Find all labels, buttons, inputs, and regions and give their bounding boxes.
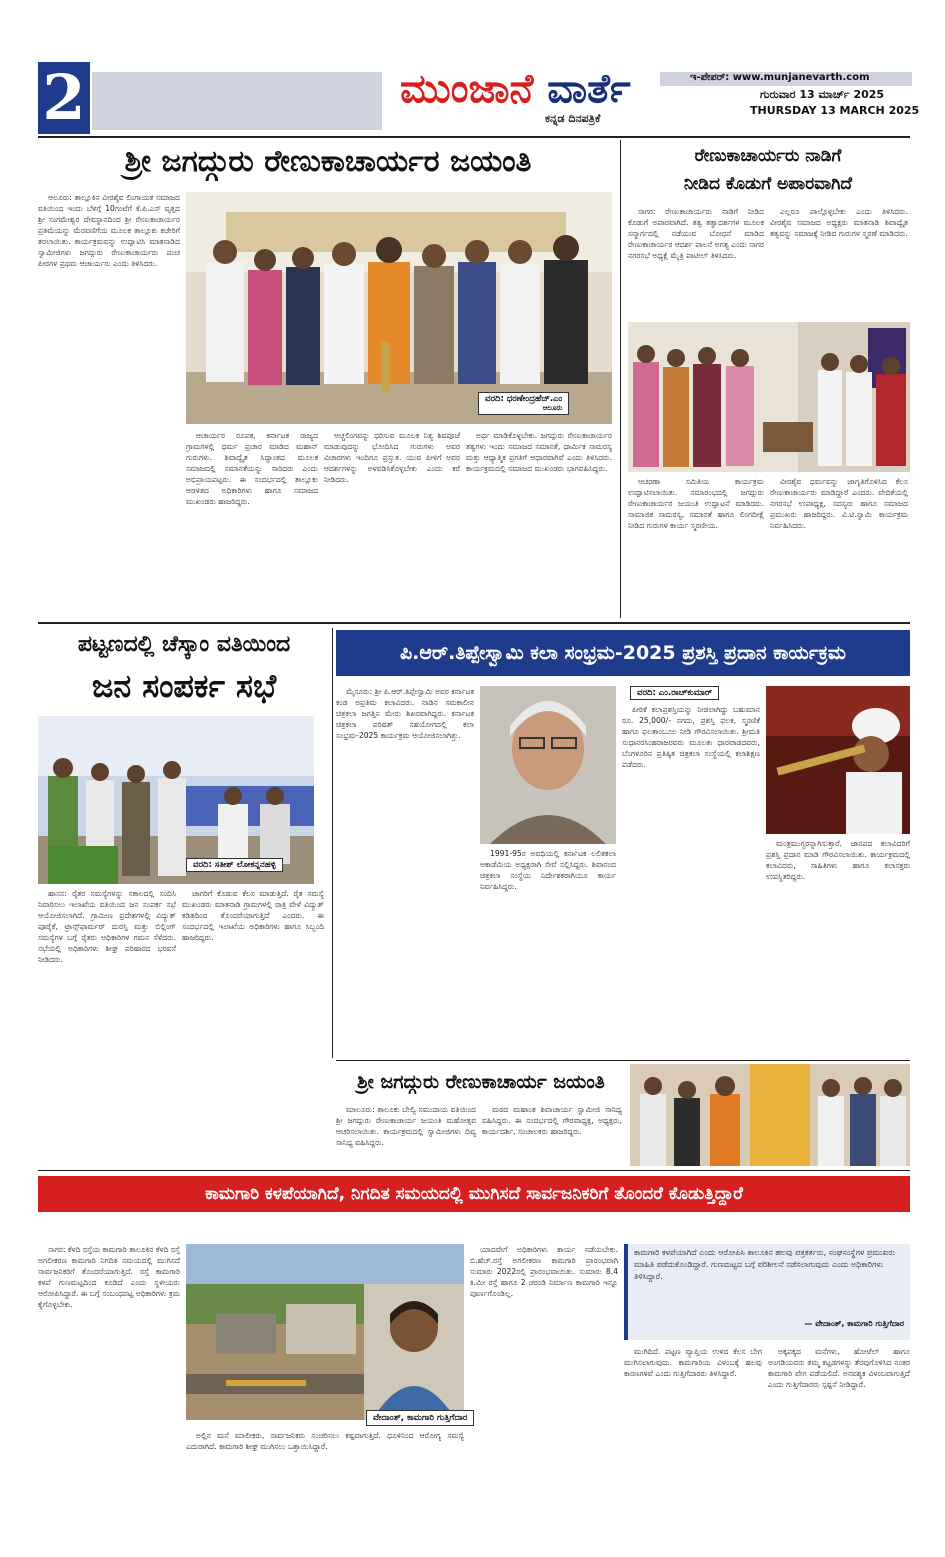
story4-column-4: ಮಂತ್ರಮುಗ್ಧರನ್ನಾಗಿಸುತ್ತಾರೆ. ಜಾನಪದ ಕಲಾವಿದರಿಗೆ ಪ್ರಶಸ್ತಿ ಪ್ರದಾನ ಮಾಡಿ ಗೌರವಿಸಲಾಯಿತು. ಕಾರ್ಯಕ್ರಮದಲ್ಲಿ ಕಲಾವಿದರು, ಸಾಹಿತಿಗಳು ಹಾಗೂ ಕಲಾಸಕ್ತರು ಉಪಸ್ಥಿತರಿದ್ದರು. [766,839,910,881]
story1-credit-place: ಆಲೂರು [542,404,563,412]
story2-column-1: ಸಾಗರ: ರೇಣುಕಾಚಾರ್ಯರು ನಾಡಿಗೆ ನೀಡಿದ ಕೊಡುಗೆ ಅಪಾರವಾಗಿದೆ. ತತ್ವ ತತ್ವಾದರ್ಶಗಳ ಮೂಲಕ ಸನ್ಮಾರ್ಗದಲ್ಲಿ ನಡೆಯುವ ಬೋಧನೆ ಮಾಡಿದ ರೇಣುಕಾಚಾರ್ಯರ ಆದರ್ಶ ಪಾಲನೆ ಅಗತ್ಯ ಎಂದು ಸಾಗರ ನಗರಸಭೆ ಅಧ್ಯಕ್ಷೆ ಮೈತ್ರಿ ಪಾಟೀಲ್ ತಿಳಿಸಿದರು. [628,207,764,260]
story6-quote: ಕಾಮಗಾರಿ ಕಳಪೆಯಾಗಿದೆ ಎಂದು ಆರೋಪಿಸಿ ತಾಲೂಕಿನ ಹಲವು ಪತ್ರಕರ್ತರು, ಸಂಘಸಂಸ್ಥೆಗಳ ಪ್ರಮುಖರು ಮಾಹಿತಿ ಪಡೆದುಕೊಂಡಿದ್ದಾರೆ. ಗುಣಮಟ್ಟದ ಬಗ್ಗೆ ಪರಿಶೀಲನೆ ನಡೆಸಲಾಗುವುದು ಎಂದು ಅಧಿಕಾರಿಗಳು ತಿಳಿಸಿದ್ದಾರೆ. [634,1248,896,1281]
story3-column-2: ಜಾಗರಿಗೆ ಕೊಡುವ ಕೆಲಸ ಮಾಡುತ್ತಿದೆ. ರೈತ ಸಮಸ್ಯೆ ಮುಖಂಡರು ಮಾತನಾಡಿ ಗ್ರಾಮಗಳಲ್ಲಿ ರಾತ್ರಿ ವೇಳೆ ವಿದ್ಯುತ್ ಕಡಿತದಿಂದ ತೊಂದರೆಯಾಗುತ್ತಿದೆ ಎಂದರು. ಈ ಸಂದರ್ಭದಲ್ಲಿ ಇಲಾಖೆಯ ಅಧಿಕಾರಿಗಳು ಹಾಗೂ ಸಿಬ್ಬಂದಿ ಹಾಜರಿದ್ದರು. [182,889,324,942]
epaper-url[interactable]: ಇ-ಪೇಪರ್: www.munjanevarth.com [690,72,870,83]
story2-headline-line1: ರೇಣುಕಾಚಾರ್ಯರು ನಾಡಿಗೆ [694,146,842,166]
story1-column-3: ಆಚ್ಚಲಿಂಗವನ್ನು ಧರಿಸುವ ಮೂಲಕ ನಿತ್ಯ ಶಿವಪೂಜೆ ಮಾಡುವುದನ್ನು ಭೋದಿಸಿದ ಗುರುಗಳು ಅವರ ವಿಚಾರಗಳು ಇಂದಿಗೂ ಪ್ರಸ್ತುತ. ಯುವ ಪೀಳಿಗೆ ಅವರ ಆದರ್ಶಗಳನ್ನು ಅಳವಡಿಸಿಕೊಳ್ಳಬೇಕು ಎಂದು ಕರೆ ನೀಡಿದರು. [324,431,460,484]
page-number: 2 [38,62,90,134]
story1-headline: ಶ್ರೀ ಜಗದ್ಗುರು ರೇಣುಕಾಚಾರ್ಯರ ಜಯಂತಿ [124,144,532,179]
column-divider [332,628,333,1058]
story4-headline: ಪಿ.ಆರ್.ತಿಪ್ಪೇಸ್ವಾಮಿ ಕಲಾ ಸಂಭ್ರಮ-2025 ಪ್ರಶಸ್ತಿ ಪ್ರದಾನ ಕಾರ್ಯಕ್ರಮ [336,630,910,676]
tagline: ಕನ್ನಡ ದಿನಪತ್ರಿಕೆ [545,112,601,125]
story6-contractor-photo [364,1284,464,1420]
section-rule [38,622,910,624]
column-divider [620,140,621,618]
story1-credit-name: ವರದಿ: ಧರಣೇಂದ್ರಹೆಚ್.ಎಂ [485,394,563,404]
date-kannada: ಗುರುವಾರ 13 ಮಾರ್ಚ್ 2025 [760,88,885,101]
section-rule [38,1170,910,1171]
masthead-rule [38,136,910,138]
story2-headline-line2: ನೀಡಿದ ಕೊಡುಗೆ ಅಪಾರವಾಗಿದೆ [683,174,853,194]
story1-column-1: ಆಲೂರು: ತಾಲ್ಲೂಕಿನ ವೀರಶೈವ ಲಿಂಗಾಯತ ಸಮಾಜದ ವತಿಯಿಂದ ಇಂದು ಬೆಳಗ್ಗೆ 10ಗಂಟೆಗೆ ಕೆ.ಪಿ.ಎಸ್ ವೃತ್ತದ ಶ್ರೀ ಸಂಗಮೇಶ್ವರ ದೇವಸ್ಥಾನದಿಂದ ಶ್ರೀ ರೇಣುಕಾಚಾರ್ಯರ ಪ್ರತಿಮೆಯನ್ನು ಮೆರವಣಿಗೆಯ ಮೂಲಕ ತಾಲ್ಲೂಕು ಕಚೇರಿಗೆ ತರಲಾಯಿತು. ಕಾರ್ಯಕ್ರಮವನ್ನು ಉದ್ಘಾಟಿಸಿ ಮಾತನಾಡಿದ ಸ್ವಾಮೀಜಿಗಳು ಜಗದ್ಗುರು ರೇಣುಕಾಚಾರ್ಯರು ಪಂಚ ಪೀಠಗಳ ಪ್ರಥಮ ಆಚಾರ್ಯರು ಎಂದು ತಿಳಿಸಿದರು. [38,193,180,268]
story4-column-2: 1991-95ರ ಅವಧಿಯಲ್ಲಿ ಕರ್ನಾಟಕ ಲಲಿತಕಲಾ ಅಕಾಡೆಮಿಯ ಅಧ್ಯಕ್ಷರಾಗಿ ಸೇವೆ ಸಲ್ಲಿಸಿದ್ದರು. ಶಿವಾನಂದ ಚಿತ್ರಕಲಾ ಸಂಸ್ಥೆಯ ನಿರ್ದೇಶಕರಾಗಿಯೂ ಕಾರ್ಯ ನಿರ್ವಹಿಸಿದ್ದರು. [480,849,616,891]
story3-column-1: ಹಾಸನ: ರೈತರ ಸಮಸ್ಯೆಗಳನ್ನು ಸಕಾಲದಲ್ಲಿ ಸಂದಿಸಿ ನಿವಾರಿಸಲು ಇಲಾಖೆಯ ವತಿಯಿಂದ ಜನ ಸಂಪರ್ಕ ಸಭೆ ಆಯೋಜಿಸಲಾಗಿದೆ. ಗ್ರಾಮೀಣ ಪ್ರದೇಶಗಳಲ್ಲಿ ವಿದ್ಯುತ್ ಪೂರೈಕೆ, ಟ್ರಾನ್ಸ್‌ಫಾರ್ಮರ್ ದುರಸ್ತಿ ಮತ್ತು ಬಿಲ್ಲಿಂಗ್ ಸಮಸ್ಯೆಗಳ ಬಗ್ಗೆ ರೈತರು ಅಧಿಕಾರಿಗಳ ಗಮನ ಸೆಳೆದರು. ಸಭೆಯಲ್ಲಿ ಅಧಿಕಾರಿಗಳು ಶೀಘ್ರ ಪರಿಹಾರದ ಭರವಸೆ ನೀಡಿದರು. [38,889,176,964]
story6-quote-signature: — ವೇದಾಂತ್, ಕಾಮಗಾರಿ ಗುತ್ತಿಗೆದಾರ [804,1319,904,1328]
story3-headline-line1: ಪಟ್ಟಣದಲ್ಲಿ ಚೆಸ್ಕಾಂ ವತಿಯಿಂದ [77,632,291,657]
story5-column-2: ಮಠದ ಮಹಾಂತ ಶಿವಾಚಾರ್ಯ ಸ್ವಾಮೀಜಿ ಸಾನಿಧ್ಯ ವಹಿಸಿದ್ದರು. ಈ ಸಂದರ್ಭದಲ್ಲಿ ಗೌರವಾಧ್ಯಕ್ಷ, ಅಧ್ಯಕ್ಷರು, ಕಾರ್ಯದರ್ಶಿ, ಸಂಚಾಲಕರು ಹಾಜರಿದ್ದರು. [482,1105,622,1136]
story4-column-1: ಮೈಸೂರು: ಶ್ರೀ ಪಿ.ಆರ್.ತಿಪ್ಪೇಸ್ವಾಮಿ ಅವರ ಕರ್ನಾಟಕ ಕಂಡ ಅಪ್ರತಿಮ ಕಲಾವಿದರು. ನಾಡಿನ ಸಮಕಾಲೀನ ಚಿತ್ರಕಲಾ ಜಗತ್ತಿನ ಮೇರು ಶಿಖರವಾಗಿದ್ದರು. ಕರ್ನಾಟಕ ಚಿತ್ರಕಲಾ ಪರಿಷತ್ ಸಹಯೋಗದಲ್ಲಿ ಕಲಾ ಸಂಭ್ರಮ-2025 ಕಾರ್ಯಕ್ರಮ ಆಯೋಜಿಸಲಾಗಿತ್ತು. [336,687,474,740]
story4-portrait [480,686,616,844]
story6-column-4: ಮುಗಿದಿದೆ. ಪಟ್ಟಣ ವ್ಯಾಪ್ತಿಯ ಉಳಿದ ಕೆಲಸ ಬೇಗ ಮುಗಿಸಲಾಗುವುದು. ಕಾಮಗಾರಿಯ ವಿಳಂಬಕ್ಕೆ ಹಲವು ಕಾರಣಗಳಿವೆ ಎಂದು ಗುತ್ತಿಗೆದಾರರು ತಿಳಿಸಿದ್ದಾರೆ. [624,1347,762,1378]
story6-column-2: ಅಲ್ಲಿನ ಮನೆ ಮಾಲೀಕರು, ಸಾರ್ವಜನಿಕರು ಸಂಚರಿಸಲು ಕಷ್ಟವಾಗುತ್ತಿದೆ. ಧೂಳಿನಿಂದ ಆರೋಗ್ಯ ಸಮಸ್ಯೆ ಎದುರಾಗಿದೆ. ಕಾಮಗಾರಿ ಶೀಘ್ರ ಮುಗಿಸಲು ಒತ್ತಾಯಿಸಿದ್ದಾರೆ. [186,1431,464,1451]
story2-photo [628,322,910,472]
story6-contractor-caption: ವೇದಾಂತ್, ಕಾಮಗಾರಿ ಗುತ್ತಿಗೆದಾರ [366,1410,474,1426]
story2-column-3: ಆಚರಣಾ ಸಮಿತಿಯ ಕಾರ್ಯಕ್ರಮ ಉದ್ಘಾಟಿಸಲಾಯಿತು. ಸಮಾರಂಭದಲ್ಲಿ ಜಗದ್ಗುರು ರೇಣುಕಾಚಾರ್ಯರ ಜಯಂತಿ ಉದ್ಘಾಟನೆ ಮಾಡಿದರು. ಸಾಮಾಜಿಕ ಸಾಮರಸ್ಯ, ಸಮಾನತೆ ಹಾಗೂ ಲಿಂಗದೀಕ್ಷೆ ನೀಡಿದ ಗುರುಗಳ ಕಾರ್ಯ ಸ್ಮರಣೀಯ. [628,477,764,530]
newspaper-logo [400,64,660,114]
logo-part-blue: ವಾರ್ತೆ [547,65,631,112]
section-rule [336,1060,910,1061]
story6-column-3: ಯಾದವೇಗೆ ಅಧಿಕಾರಿಗಳು ಕಾರ್ಯ ನಡೆಯಬೇಕು. ಬಿ.ಹೆಚ್.ರಸ್ತೆ ಅಗಲೀಕರಣ ಕಾಮಗಾರಿ ಪ್ರಾರಂಭವಾಗಿ ಸುಮಾರು 2022ರಲ್ಲಿ ಪ್ರಾರಂಭವಾಯಿತು. ಸುಮಾರು 8.4 ಕಿ.ಮೀ ರಸ್ತೆ ಹಾಗೂ 2 ಚರಂಡಿ ನಿರ್ಮಾಣ ಕಾಮಗಾರಿ ಇನ್ನೂ ಪೂರ್ಣಗೊಂಡಿಲ್ಲ. [470,1245,618,1298]
story1-photo-credit [478,392,569,415]
logo-part-red: ಮುಂಜಾನೆ [400,65,534,112]
story5-photo [630,1064,910,1166]
story3-photo-credit: ವರದಿ: ಸತೀಶ್ ಲೋಕನ್ನನಹಳ್ಳಿ [186,858,283,872]
story3-headline-line2: ಜನ ಸಂಪರ್ಕ ಸಭೆ [91,667,277,705]
story5-column-1: ಮಾಲೂರು: ತಾಲೂಕು ಬೇಲ್ವಿ ಸಮುದಾಯ ವತಿಯಿಂದ ಶ್ರೀ ಜಗದ್ಗುರು ರೇಣುಕಾಚಾರ್ಯ ಜಯಂತಿ ಮಹೋತ್ಸವ ಆಚರಿಸಲಾಯಿತು. ಕಾರ್ಯಕ್ರಮದಲ್ಲಿ ಸ್ವಾಮೀಜಿಗಳು ದಿವ್ಯ ಸಾನಿಧ್ಯ ವಹಿಸಿದ್ದರು. [336,1105,476,1147]
story5-headline: ಶ್ರೀ ಜಗದ್ಗುರು ರೇಣುಕಾಚಾರ್ಯ ಜಯಂತಿ [357,1071,605,1093]
story4-column-3: ಪೀಠಿಕೆ ಕಲಾಪ್ರಶಸ್ತಿಯನ್ನು ನೀಡಲಾಗಿದ್ದು ಬಹುಮಾನ ರೂ. 25,000/- ನಗದು, ಪ್ರಶಸ್ತಿ ಫಲಕ, ಸ್ಮರಣಿಕೆ ಹಾಗೂ ಫಲತಾಂಬೂಲ ನೀಡಿ ಗೌರವಿಸಲಾಯಿತು. ಶ್ರೀಮತಿ ಸುಧಾನರಸಿಂಹರಾಜರವರು ಮೂಲತಃ ಧಾರವಾಡದವರು, ಬೆಂಗಳೂರಿನ ಪ್ರತಿಷ್ಠಿತ ಚಿತ್ರಕಲಾ ಸಂಸ್ಥೆಯಲ್ಲಿ ಕಲಾಶಿಕ್ಷಣ ಪಡೆದರು. [622,705,760,769]
story6-headline: ಕಾಮಗಾರಿ ಕಳಪೆಯಾಗಿದೆ, ನಿಗದಿತ ಸಮಯದಲ್ಲಿ ಮುಗಿಸದೆ ಸಾರ್ವಜನಿಕರಿಗೆ ತೊಂದರೆ ಕೊಡುತ್ತಿದ್ದಾರೆ [38,1176,910,1212]
story1-photo [186,192,612,424]
story2-column-4: ವೀರಶೈವ ಧರ್ಮವನ್ನು ಜಾಗೃತಿಗೊಳಿಸಿದ ಕೆಲಸ ರೇಣುಕಾಚಾರ್ಯರು ಮಾಡಿದ್ದಾರೆ ಎಂದರು. ವೇದಿಕೆಯಲ್ಲಿ ನಗರಸಭೆ ಉಪಾಧ್ಯಕ್ಷ, ಸದಸ್ಯರು ಹಾಗೂ ಸಮಾಜದ ಪ್ರಮುಖರು ಹಾಜರಿದ್ದರು. ವಿ.ಟಿ.ಸ್ವಾಮಿ ಕಾರ್ಯಕ್ರಮ ನಿರ್ವಹಿಸಿದರು. [770,477,908,530]
date-english: THURSDAY 13 MARCH 2025 [750,104,920,117]
story6-quote-box [624,1244,910,1340]
story2-column-2: ಎಲ್ಲರೂ ಪಾಲ್ಗೊಳ್ಳಬೇಕು ಎಂದು ತಿಳಿಸಿದರು. ವೀರಶೈವ ಸಮಾಜದ ಅಧ್ಯಕ್ಷರು ಮಾತನಾಡಿ ಶಿವಾದ್ವೈತ ತತ್ವವನ್ನು ಸಮಾಜಕ್ಕೆ ನೀಡಿದ ಗುರುಗಳ ಸ್ಮರಣೆ ಮಾಡಿದರು. [770,207,908,238]
story1-column-2: ಆಚಾರ್ಯರ ರೂಪಕ, ಕರ್ನಾಟಕ ರಾಜ್ಯದ ಗ್ರಾಮಗಳಲ್ಲಿ ಧರ್ಮ ಪ್ರಚಾರ ಮಾಡಿದ ಮಹಾನ್ ಗುರುಗಳು. ಶಿವಾದ್ವೈತ ಸಿದ್ಧಾಂತದ ಮೂಲಕ ಸಮಾಜದಲ್ಲಿ ಸಮಾನತೆಯನ್ನು ಸಾರಿದರು ಎಂದು ಅಭಿಪ್ರಾಯಪಟ್ಟರು. ಈ ಸಂದರ್ಭದಲ್ಲಿ ತಾಲ್ಲೂಕು ಆಡಳಿತದ ಅಧಿಕಾರಿಗಳು ಹಾಗೂ ಸಮಾಜದ ಮುಖಂಡರು ಹಾಜರಿದ್ದರು. [186,431,318,506]
story1-column-4: ಅರ್ಥ ಮಾಡಿಕೊಳ್ಳಬೇಕು. ಜಗದ್ಗುರು ರೇಣುಕಾಚಾರ್ಯರ ತತ್ವಗಳು ಇಂದು ಸಮಾಜದ ಸಮಾನತೆ, ಧಾರ್ಮಿಕ ಸಾಮರಸ್ಯ ಮತ್ತು ಆಧ್ಯಾತ್ಮಿಕ ಪ್ರಗತಿಗೆ ಆಧಾರವಾಗಿವೆ ಎಂದು ತಿಳಿಸಿದರು. ಕಾರ್ಯಕ್ರಮದಲ್ಲಿ ಸಮಾಜದ ಮುಖಂಡರು ಭಾಗವಹಿಸಿದ್ದರು. [466,431,612,473]
story4-credit: ವರದಿ: ಎಂ.ರಾಚ್‌ಕುಮಾರ್ [630,686,719,700]
story6-column-5: ಅಕ್ಕಪಕ್ಕದ ಮನೆಗಳು, ಹೋಟೆಲ್ ಹಾಗೂ ಅಂಗಡಿಯವರು ತಮ್ಮ ಕಟ್ಟಡಗಳನ್ನು ತೆರವುಗೊಳಿಸಿದ ನಂತರ ಕಾಮಗಾರಿ ವೇಗ ಪಡೆಯಲಿದೆ. ಅನವಶ್ಯಕ ವಿಳಂಬವಾಗುತ್ತಿದೆ ಎಂದು ಗುತ್ತಿಗೆದಾರರು ಸ್ಪಷ್ಟನೆ ನೀಡಿದ್ದಾರೆ. [768,1347,910,1389]
masthead-shade-left [92,72,382,130]
story6-column-1: ಸಾಗರ: ಕೆಳದಿ ರಸ್ತೆಯ ಕಾಮಗಾರಿ ತಾಲೂಕಿನ ಕೆಳದಿ ರಸ್ತೆ ಅಗಲೀಕರಣ ಕಾಮಗಾರಿ ನಿಗದಿತ ಸಮಯದಲ್ಲಿ ಮುಗಿಸದೆ ಸಾರ್ವಜನಿಕರಿಗೆ ತೊಂದರೆಯಾಗುತ್ತಿದೆ. ರಸ್ತೆ ಕಾಮಗಾರಿ ಕಳಪೆ ಗುಣಮಟ್ಟದಿಂದ ಕೂಡಿದೆ ಎಂದು ಸ್ಥಳೀಯರು ಆರೋಪಿಸಿದ್ದಾರೆ. ಈ ಬಗ್ಗೆ ಸಂಬಂಧಪಟ್ಟ ಅಧಿಕಾರಿಗಳು ಕ್ರಮ ಕೈಗೊಳ್ಳಬೇಕು. [38,1245,180,1309]
story4-performer-photo [766,686,910,834]
